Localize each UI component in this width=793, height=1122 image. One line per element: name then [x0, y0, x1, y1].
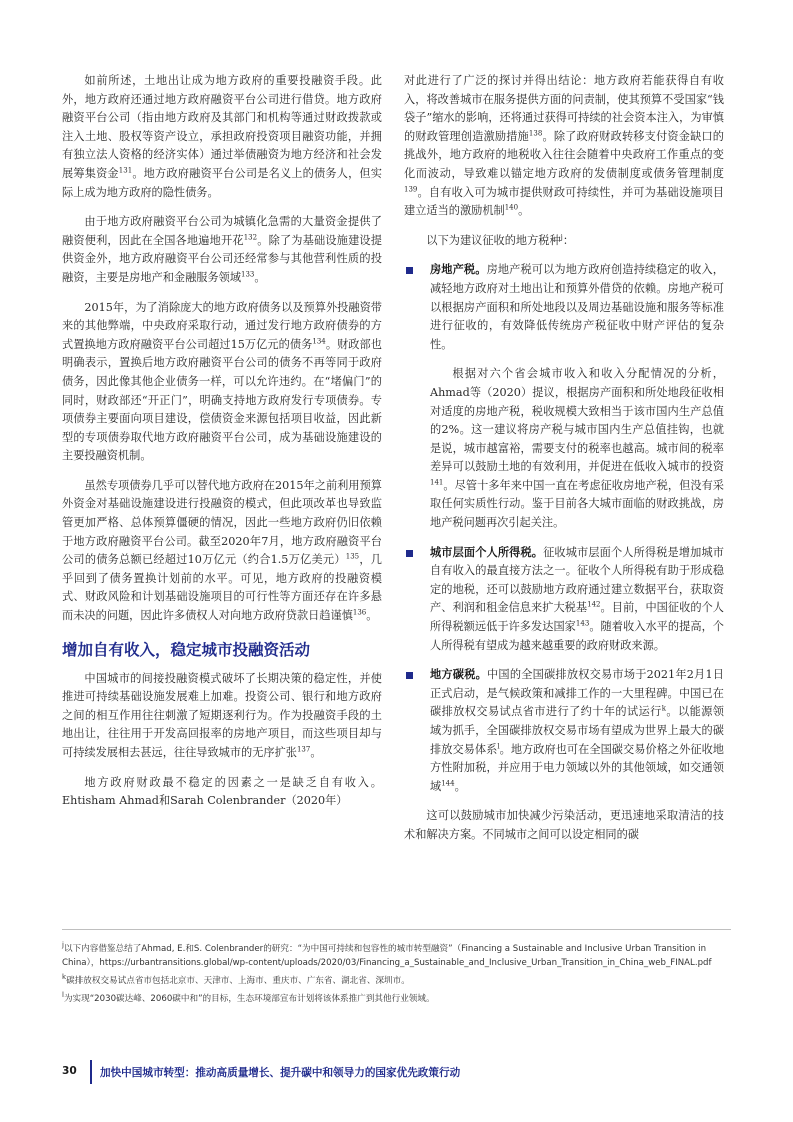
report-title: 加快中国城市转型：推动高质量增长、提升碳中和领导力的国家优先政策行动: [100, 1067, 461, 1079]
bullet-lead: 地方碳税。: [430, 668, 488, 682]
footnote-mark: k: [62, 973, 67, 982]
paragraph: 如前所述，土地出让成为地方政府的重要投融资手段。此外，地方政府还通过地方政府融资平台公司进行借贷。地方政府融资平台公司（指由地方政府及其部门和机构等通过财政拨款或注入土地、股权等资产设立，承担政府投资项目融资功能，并拥有独立法人资格的经济实体）通过举债融资为地方经济和社会发展筹集资金$^{131}$。地方政府融资平台公司是名义上的债务人，但实际上成为地方政府的隐性债务。: [62, 74, 382, 199]
bullet-item-income-tax: [404, 544, 724, 656]
footer-divider: [90, 1060, 92, 1084]
footnotes: [62, 942, 731, 1010]
footnote: $^j$以下内容借鉴总结了Ahmad, E.和S. Colenbrander的研究：“为中国可持续和包容性的城市转型融资”（Financing a Sustainable and Inclusive Urban Transition in China），https://urbantransitions.global/wp-content/uploads/2020/03/Financing_a_Sustainable_and_Inclusive_Urban_Transition_in_China_web_FINAL.pdf: [62, 941, 712, 968]
paragraph: 2015年，为了消除庞大的地方政府债务以及预算外投融资带来的其他弊端，中央政府采取行动，通过发行地方政府债券的方式置换地方政府融资平台公司超过15万亿元的债务$^{134}$。财政部也明确表示，置换后地方政府融资平台公司的债务不再等同于政府债务，因此像其他企业债务一样，可以允许违约。在“堵偏门”的同时，财政部还“开正门”，明确支持地方政府发行专项债券。专项债券主要面向项目建设，偿债资金来源包括项目收益，因此新型的专项债券取代地方政府融资平台公司，成为基础设施建设的主要投融资机制。: [62, 300, 382, 463]
paragraph: 这可以鼓励城市加快减少污染活动，更迅速地采取清洁的技术和解决方案。不同城市之间可以设定相同的碳: [404, 809, 724, 841]
footnote-ref[interactable]: j: [560, 233, 563, 242]
section-heading: 增加自有收入，稳定城市投融资活动: [62, 640, 311, 659]
left-column: [62, 72, 382, 822]
bullet-text: 房地产税。房地产税可以为地方政府创造持续稳定的收入，减轻地方政府对土地出让和预算外借贷的依赖。房地产税可以根据房产面积和所处地段以及周边基础设施和服务等标准进行征收的，有效降低传统房产税征收中财产评估的复杂性。: [430, 263, 724, 351]
paragraph: 对此进行了广泛的探讨并得出结论：地方政府若能获得自有收入，将改善城市在服务提供方面的问责制，使其预算不受国家“钱袋子”缩水的影响，还将通过获得可持续的社会资本注入，为审慎的财政管理创造激励措施$^{138}$。除了政府财政转移支付资金缺口的挑战外，地方政府的地税收入往往会随着中央政府工作重点的变化而波动，导致难以锚定地方政府的发债制度或债务管理制度$^{139}$。自有收入可为城市提供财政可持续性，并可为基础设施项目建立适当的激励机制$^{140}$。: [404, 74, 724, 218]
paragraph: 虽然专项债券几乎可以替代地方政府在2015年之前利用预算外资金对基础设施建设进行投融资的模式，但此项改革也导致监管更加严格、总体预算僵硬的情况，因此一些地方政府仍旧依赖于地方政府融资平台公司。截至2020年7月，地方政府融资平台公司的债务总额已经超过10万亿元（约合1.5万亿美元）$^{135}$，几乎回到了债务置换计划前的水平。可见，地方政府的投融资模式、财政风险和计划基础设施项目的可行性等方面还存在许多悬而未决的问题，因此许多债权人对向地方政府贷款日趋谨慎$^{136}$。: [62, 478, 382, 623]
bullet-text: 地方碳税。中国的全国碳排放权交易市场于2021年2月1日正式启动，是气候政策和减排工作的一大里程碑。中国已在碳排放权交易试点省市进行了约十年的试运行$^k$。以能源领域为抓手，全国碳排放权交易市场有望成为世界上最大的碳排放交易体系$^l$。地方政府也可在全国碳交易价格之外征收地方性附加税，并应用于电力领域以外的其他领域，如交通领域$^{144}$。: [430, 668, 724, 793]
footnote: $^k$碳排放权交易试点省市包括北京市、天津市、上海市、重庆市、广东省、湖北省、深圳市。: [62, 973, 410, 986]
paragraph: 由于地方政府融资平台公司为城镇化急需的大量资金提供了融资便利，因此在全国各地遍地开花$^{132}$。除了为基础设施建设提供资金外，地方政府融资平台公司还经常参与其他营利性质的投融资，主要是房地产和金融服务领域$^{133}$。: [62, 215, 382, 284]
endnote-ref[interactable]: 144: [441, 779, 455, 788]
endnote-ref[interactable]: 134: [312, 336, 326, 345]
bullet-item-carbon-tax: [404, 666, 724, 796]
paragraph: 以下为建议征收的地方税种$^j$：: [426, 233, 575, 247]
bullet-item-property-tax: [404, 261, 724, 532]
endnote-ref[interactable]: 136: [352, 608, 367, 617]
endnote-ref[interactable]: 133: [241, 270, 255, 279]
footnote-mark: l: [62, 991, 64, 1000]
paragraph: 根据对六个省会城市收入和收入分配情况的分析，Ahmad等（2020）提议，根据房产面积和所处地段征收相对适度的房地产税，税收规模大致相当于该市国内生产总值的2%。这一建议将房产税与城市国内生产总值挂钩，也就是说，城市越富裕，需要支付的税率也越高。城市间的税率差异可以鼓励土地的有效利用，并促进在低收入城市的投资$^{141}$。尽管十多年来中国一直在考虑征收房地产税，但没有采取任何实质性行动。鉴于目前各大城市面临的财政挑战，房地产税问题再次引起关注。: [430, 367, 724, 530]
endnote-ref[interactable]: 141: [430, 478, 444, 487]
bullet-lead: 房地产税。: [430, 263, 487, 277]
paragraph: 中国城市的间接投融资模式破坏了长期决策的稳定性，并使推进可持续基础设施发展难上加难。投资公司、银行和地方政府之间的相互作用往往刺激了短期逐利行为。作为投融资手段的土地出让，往往用于开发高回报率的房地产项目，而这些项目却与可持续发展相去甚远，往往导致城市的无序扩张$^{137}$。: [62, 671, 382, 759]
bullet-text: 城市层面个人所得税。征收城市层面个人所得税是增加城市自有收入的最直接方法之一。征收个人所得税有助于形成稳定的地税，还可以鼓励地方政府通过建立数据平台，获取资产、利润和租金信息来扩大税基$^{142}$。目前，中国征收的个人所得税额远低于许多发达国家$^{143}$。随着收入水平的提高，个人所得税有望成为越来越重要的政府财政来源。: [430, 545, 724, 652]
footnote-ref[interactable]: l: [497, 741, 500, 750]
endnote-ref[interactable]: 137: [296, 745, 311, 754]
endnote-ref[interactable]: 132: [243, 233, 258, 242]
footnote: $^l$为实现“2030碳达峰、2060碳中和”的目标，生态环境部宣布计划将该体系推广到其他行业领域。: [62, 991, 435, 1004]
right-column: [404, 72, 724, 856]
endnote-ref[interactable]: 138: [528, 129, 543, 138]
endnote-ref[interactable]: 131: [118, 166, 133, 175]
endnote-ref[interactable]: 142: [587, 600, 601, 609]
footnote-mark: j: [62, 941, 64, 950]
paragraph: 地方政府财政最不稳定的因素之一是缺乏自有收入。Ehtisham Ahmad和Sarah Colenbrander（2020年）: [62, 775, 382, 808]
page-number: 30: [62, 1065, 77, 1077]
footnote-divider: [62, 929, 731, 930]
endnote-ref[interactable]: 139: [404, 184, 418, 193]
bullet-square-icon: [406, 672, 413, 679]
bullet-square-icon: [406, 267, 413, 274]
bullet-lead: 城市层面个人所得税。: [430, 545, 544, 559]
endnote-ref[interactable]: 143: [575, 619, 590, 628]
endnote-ref[interactable]: 135: [345, 552, 360, 561]
bullet-square-icon: [406, 550, 413, 557]
footnote-ref[interactable]: k: [661, 704, 667, 713]
endnote-ref[interactable]: 140: [504, 203, 519, 212]
